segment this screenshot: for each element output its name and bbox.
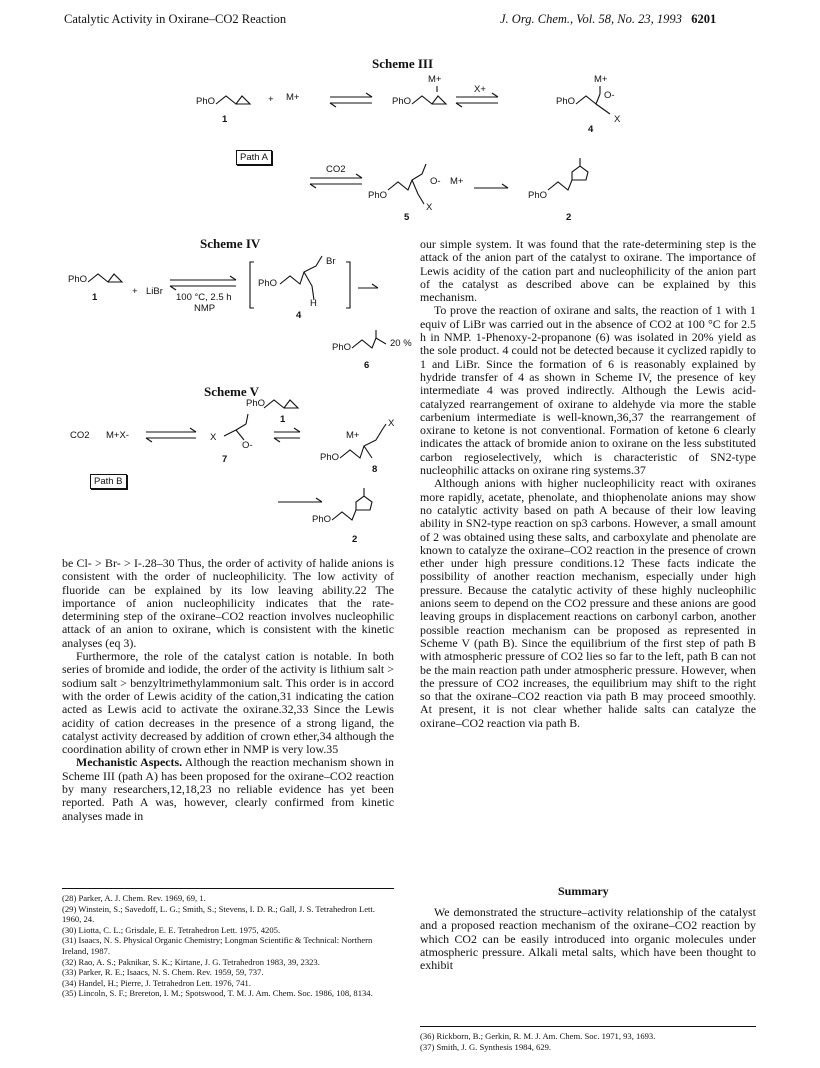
footnote: (32) Rao, A. S.; Paknikar, S. K.; Kirtane, J. G. Tetrahedron 1983, 39, 2323.: [62, 956, 320, 967]
pho-label: PhO: [528, 190, 548, 201]
cation-label: M+: [286, 92, 300, 103]
left-column-text: [62, 557, 394, 823]
footnote: (31) Isaacs, N. S. Physical Organic Chemistry; Longman Scientific & Technical: Northern Ireland, 1987.: [62, 935, 373, 956]
footnote: (36) Rickborn, B.; Gerkin, R. M. J. Am. Chem. Soc. 1971, 93, 1693.: [420, 1031, 656, 1041]
footnote: (29) Winstein, S.; Savedoff, L. G.; Smith, S.; Stevens, I. D. R.; Gall, J. S. Tetrahedron Lett. 1960, 24.: [62, 903, 375, 925]
right-column-text: [420, 238, 756, 730]
oxide-label: O-: [430, 176, 441, 187]
cation-label: M+: [450, 176, 464, 187]
compound-1-label: 1: [92, 292, 98, 303]
pho-label: PhO: [246, 398, 266, 409]
reagent-label: LiBr: [146, 286, 163, 297]
pho-label: PhO: [196, 96, 216, 107]
paragraph: be Cl- > Br- > I-.28–30 Thus, the order of activity of halide anions is consistent with the order of nucleophilicity. The low activity of fluoride can be explained by its low leaving ability.22 The importance of anion nucleophilicity indicates that the rate-determining step of the oxirane–CO2 reaction involves nucleophilic attack of an anion to oxirane, which is consistent with the kinetic analyses (eq 3).: [62, 556, 394, 650]
compound-7-label: 7: [222, 454, 228, 465]
summary-text: [420, 906, 756, 972]
cation-label: M+: [428, 74, 442, 85]
condition-temp-time: 100 °C, 2.5 h: [176, 292, 232, 303]
pho-label: PhO: [258, 278, 278, 289]
cation-label: M+: [346, 430, 360, 441]
paragraph: Although anions with higher nucleophilicity react with oxiranes more rapidly, acetate, phenolate, and thiophenolate anions may show no catalytic activity based on path A because of their low leaving ability in SN2-type reaction on sp3 carbons. However, a small amount of 2 was obtained using these salts, and carboxylate and phenolate are known to catalyze the oxirane–CO2 reaction in the presence of crown ether under high pressure conditions.12 These facts indicate the possibility of another reaction mechanism, especially under high pressure. Because the catalytic activity of these highly nucleophilic anions seem to depend on the CO2 pressure and these anions are good leaving groups in displacement reactions on carbonyl carbon, another possible reaction mechanism can be proposed as represented in Scheme V (path B). Since the equilibrium of the first step of path B with atmospheric pressure of CO2 lies so far to the left, path B can not be the main reaction path under atmospheric pressure. However, when the pressure of CO2 increases, the equilibrium may shift to the right so that the oxirane–CO2 reaction via path B may proceed smoothly. At present, it is not clear whether halide salts can catalyze the oxirane–CO2 reaction via path B.: [420, 476, 756, 730]
bromine-label: Br: [326, 256, 336, 267]
oxide-label: O-: [604, 90, 615, 101]
hydrogen-label: H: [310, 298, 317, 309]
pho-label: PhO: [556, 96, 576, 107]
summary-heading: Summary: [558, 884, 609, 898]
x-label: X: [210, 432, 217, 443]
pho-label: PhO: [68, 274, 88, 285]
scheme-v-title: Scheme V: [204, 384, 260, 399]
paragraph: Furthermore, the role of the catalyst cation is notable. In both series of bromide and iodide, the order of the activity is lithium salt > sodium salt > benzyltrimethylammonium salt. This order is in accord with the order of Lewis acidity of the cation,31 indicating the cation acted as Lewis acid to activate the oxirane.32,33 Since the Lewis acidity of cation decreases in the presence of a strong ligand, the catalyst activity decreased by addition of crown ether,34 although the coordination ability of crown ether in NMP is very low.35: [62, 649, 394, 757]
co2-label: CO2: [326, 164, 346, 175]
footnotes-left: [62, 893, 394, 999]
footnote: (37) Smith, J. G. Synthesis 1984, 629.: [420, 1041, 552, 1052]
cation-label: M+: [594, 74, 608, 85]
section-heading: Mechanistic Aspects.: [76, 755, 183, 770]
scheme-iii-title: Scheme III: [372, 56, 434, 71]
pho-label: PhO: [392, 96, 412, 107]
scheme-iv-title: Scheme IV: [200, 236, 261, 251]
x-label: X: [614, 114, 621, 125]
salt-label: M+X-: [106, 430, 129, 441]
pho-label: PhO: [312, 514, 332, 525]
footnote: (28) Parker, A. J. Chem. Rev. 1969, 69, 1.: [62, 893, 206, 903]
footnote: (34) Handel, H.; Pierre, J. Tetrahedron Lett. 1976, 741.: [62, 977, 251, 988]
compound-6-label: 6: [364, 360, 370, 371]
pho-label: PhO: [320, 452, 340, 463]
footnote: (33) Parker, R. E.; Isaacs, N. S. Chem. Rev. 1959, 59, 737.: [62, 967, 264, 978]
compound-1-label: 1: [280, 414, 286, 425]
co2-label: CO2: [70, 430, 90, 441]
compound-4-label: 4: [588, 124, 594, 135]
paragraph: our simple system. It was found that the rate-determining step is the attack of the anion part of the catalyst to oxirane. The importance of Lewis acidity of the cation part and nucleophilicity of the anion part of the catalyst as described above can be explained by this mechanism.: [420, 237, 756, 305]
paragraph: We demonstrated the structure–activity relationship of the catalyst and a proposed reaction mechanism of the oxirane–CO2 reaction by which CO2 can be easily introduced into organic molecules under atmospheric pressure. Alkali metal salts, which have been thought to exhibit: [420, 905, 756, 973]
footnote-rule: [420, 1026, 756, 1027]
running-header-title: Catalytic Activity in Oxirane–CO2 Reaction: [64, 12, 287, 26]
footnote: (35) Lincoln, S. F.; Brereton, I. M.; Spotswood, T. M. J. Am. Chem. Soc. 1986, 108, 8134.: [62, 988, 373, 999]
compound-8-label: 8: [372, 464, 378, 475]
path-a-label: Path A: [236, 150, 272, 165]
compound-1-label: 1: [222, 114, 228, 125]
footnote-rule: [62, 888, 394, 889]
compound-4-label: 4: [296, 310, 302, 321]
compound-2-label: 2: [566, 212, 572, 223]
paragraph: To prove the reaction of oxirane and salts, the reaction of 1 with 1 equiv of LiBr was carried out in the absence of CO2 at 100 °C for 2.5 h in NMP. 1-Phenoxy-2-propanone (6) was isolated in 20% yield as the sole product. 4 could not be detected because it cyclized rapidly to 1 and LiBr. Since the formation of 6 is reasonably explained by hydride transfer of 4 as shown in Scheme IV, the presence of key intermediate 4 was proved indirectly. Although the Lewis acid-catalyzed rearrangement of oxirane to aldehyde via more the stable carbenium intermediate is well-known,36,37 the rearrangement of oxirane to ketone is not conventional. Formation of ketone 6 clearly indicates the attack of bromide anion to oxirane on the less substituted carbon regioselectively, which is characteristic of SN2-type nucleophilic attacks on oxirane ring systems.37: [420, 303, 756, 478]
x-label: X: [388, 418, 395, 429]
condition-solvent: NMP: [194, 303, 216, 314]
pho-label: PhO: [332, 342, 352, 353]
paragraph: [62, 756, 394, 822]
plus-sign: +: [132, 286, 138, 297]
journal-citation: J. Org. Chem., Vol. 58, No. 23, 1993: [500, 12, 682, 26]
yield-label: 20 %: [390, 338, 412, 349]
pho-label: PhO: [368, 190, 388, 201]
footnote: (30) Liotta, C. L.; Grisdale, E. E. Tetrahedron Lett. 1975, 4205.: [62, 924, 281, 935]
electrophile-label: X+: [474, 84, 486, 95]
path-b-label: Path B: [90, 474, 127, 489]
page-number: 6201: [691, 12, 717, 26]
footnotes-right: [420, 1031, 756, 1052]
paragraph-text: Although the reaction mechanism shown in Scheme III (path A) has been proposed for the oxirane–CO2 reaction by many researchers,12,18,23 no reliable evidence has yet been reported. Path A was, however, clearly confirmed from kinetic analyses made in: [62, 755, 394, 823]
x-label: X: [426, 202, 433, 213]
compound-5-label: 5: [404, 212, 410, 223]
compound-2-label: 2: [352, 534, 358, 545]
plus-sign: +: [268, 94, 274, 105]
oxide-label: O-: [242, 440, 253, 451]
